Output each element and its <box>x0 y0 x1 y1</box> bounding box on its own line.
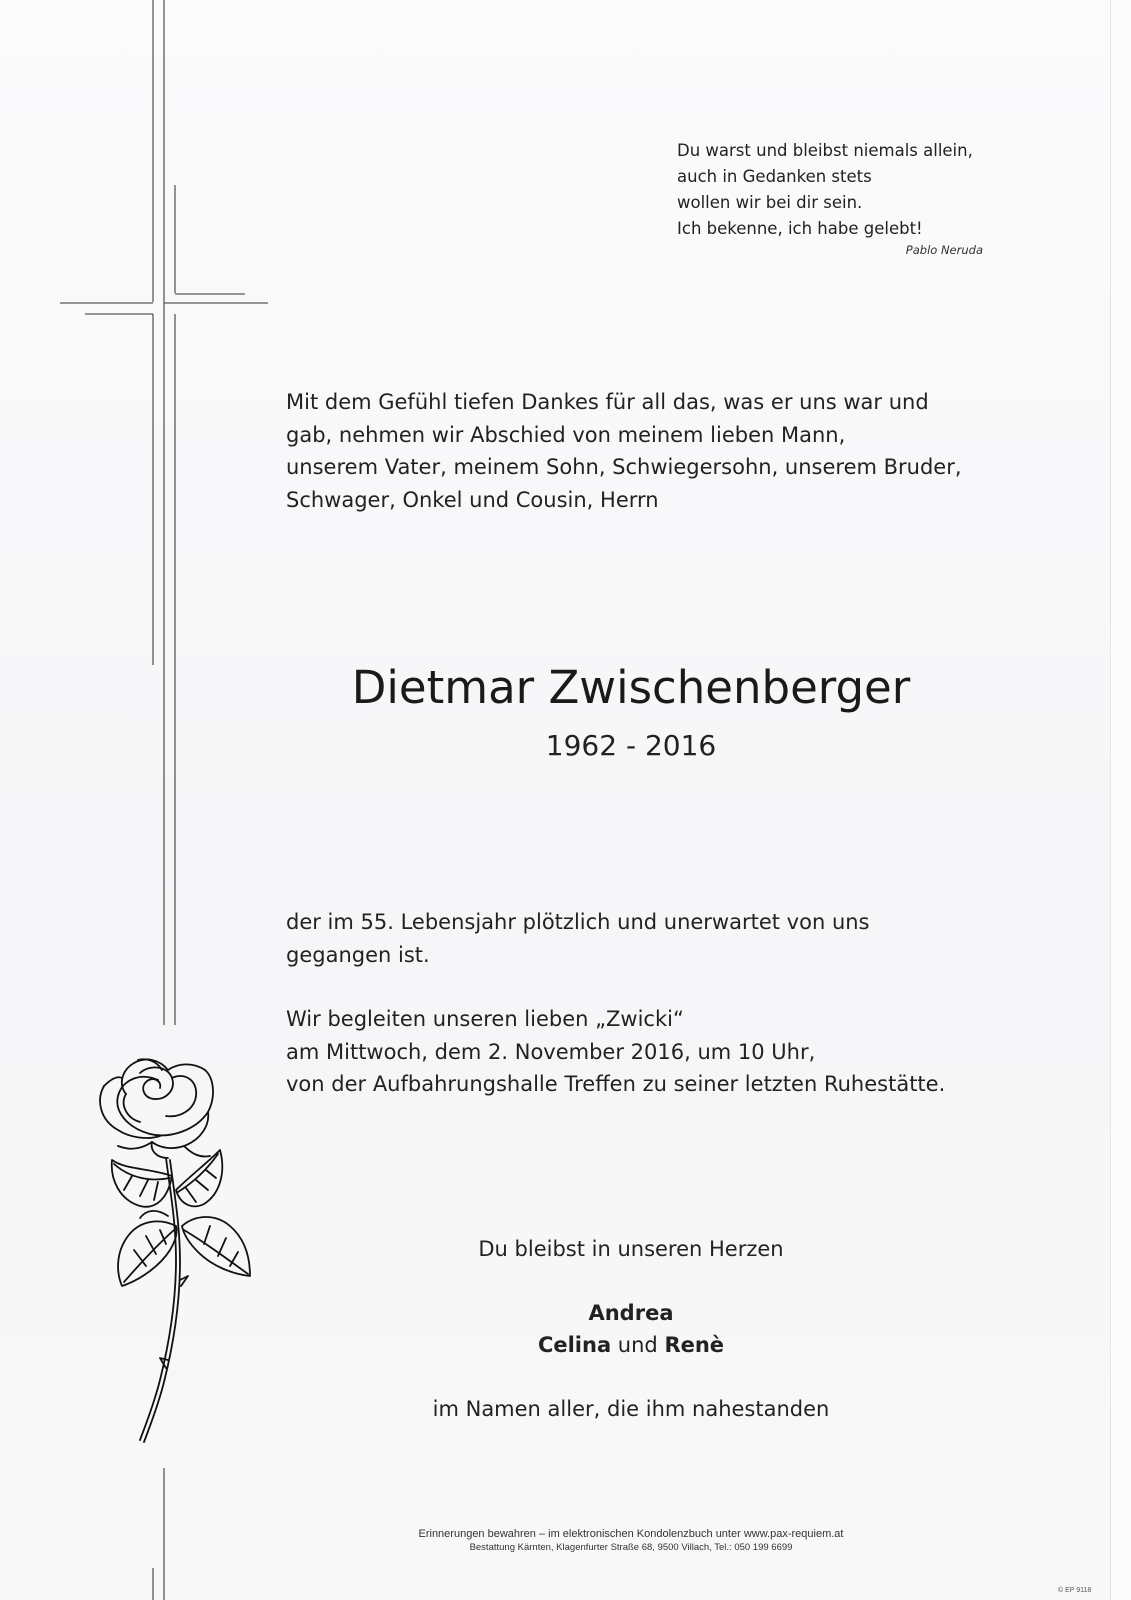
footer-address-line: Bestattung Kärnten, Klagenfurter Straße 68, 9500 Villach, Tel.: 050 199 6699 <box>469 1542 793 1553</box>
passing-paragraph <box>286 906 870 971</box>
intro-line: Mit dem Gefühl tiefen Dankes für all das, was er uns war und <box>286 390 929 414</box>
print-code: © EP 9118 <box>1058 1587 1092 1594</box>
passing-line: der im 55. Lebensjahr plötzlich und unerwartet von uns <box>286 910 870 934</box>
family-name-rene: Renè <box>664 1333 725 1357</box>
life-years: 1962 - 2016 <box>545 729 717 762</box>
family-names-children <box>0 1330 1131 1360</box>
closing-heart: Du bleibst in unseren Herzen <box>478 1237 784 1261</box>
funeral-line: am Mittwoch, dem 2. November 2016, um 10 Uhr, <box>286 1039 816 1064</box>
funeral-line: von der Aufbahrungshalle Treffen zu seiner letzten Ruhestätte. <box>286 1072 946 1096</box>
closing-signoff: im Namen aller, die ihm nahestanden <box>432 1397 830 1421</box>
quote-line: Du warst und bleibst niemals allein, <box>677 141 973 160</box>
family-and: und <box>617 1333 658 1357</box>
passing-line: gegangen ist. <box>286 942 430 967</box>
quote-line: Ich bekenne, ich habe gelebt! <box>677 219 923 238</box>
intro-line: gab, nehmen wir Abschied von meinem lieben Mann, <box>286 422 846 447</box>
quote-line: auch in Gedanken stets <box>677 167 872 186</box>
funeral-paragraph <box>286 1003 945 1101</box>
family-name-celina: Celina <box>537 1333 612 1357</box>
intro-paragraph <box>286 386 962 516</box>
footer-condolence-line: Erinnerungen bewahren – im elektronischen Kondolenzbuch unter www.pax-requiem.at <box>418 1528 844 1540</box>
intro-line: Schwager, Onkel und Cousin, Herrn <box>286 487 659 512</box>
quote-author: Pablo Neruda <box>905 243 983 257</box>
quote-line: wollen wir bei dir sein. <box>677 193 863 212</box>
funeral-line: Wir begleiten unseren lieben „Zwicki“ <box>286 1007 684 1031</box>
quote-block <box>677 138 983 258</box>
family-name-andrea: Andrea <box>588 1301 674 1325</box>
deceased-name: Dietmar Zwischenberger <box>351 661 911 714</box>
intro-line: unserem Vater, meinem Sohn, Schwiegersohn, unserem Bruder, <box>286 455 962 479</box>
